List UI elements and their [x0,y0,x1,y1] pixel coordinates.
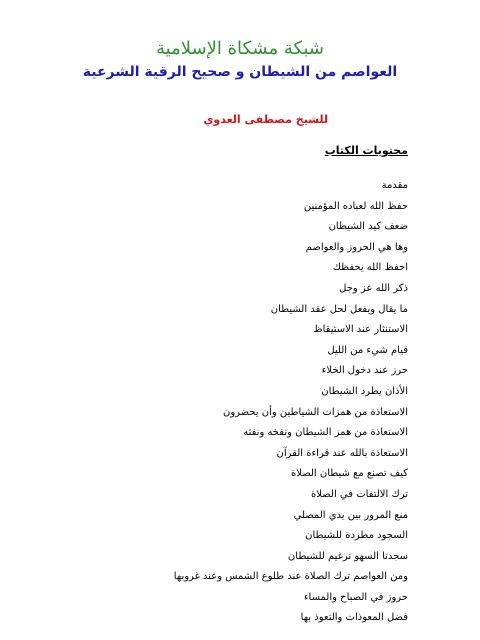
toc-item[interactable]: حرز عند دخول الخلاء [321,365,408,377]
toc-item[interactable]: ذكر الله عز وجل [339,282,408,294]
toc-item[interactable]: منع المرور بين يدي المصلي [293,509,408,521]
site-title: شبكة مشكاة الإسلامية [156,38,324,59]
toc-item[interactable]: الاستنثار عند الاستيقاظ [313,324,408,336]
toc-list [68,179,408,632]
toc-item[interactable]: الاستعاذة من همزات الشياطين وأن يحضرون [222,406,408,418]
toc-item[interactable]: فضل المعوذات والتعوذ بها [300,612,408,624]
toc-item[interactable]: حفظ الله لعباده المؤمنين [303,200,408,212]
toc-item[interactable]: سجدتا السهو ترغيم للشيطان [287,550,408,562]
toc-item[interactable]: مقدمة [381,180,408,191]
toc-item[interactable]: السجود مطردة للشيطان [305,530,408,542]
toc-item[interactable]: كيف تصنع مع شيطان الصلاة [290,468,408,480]
toc-heading: محتويات الكتاب [324,144,408,157]
toc-item[interactable]: ضعف كيد الشيطان [328,221,408,233]
toc-item[interactable]: ما يقال ويفعل لحل عقد الشيطان [270,303,408,315]
toc-item[interactable]: احفظ الله يحفظك [332,262,408,274]
toc-item[interactable]: قيام شيء من الليل [327,344,408,356]
toc-item[interactable]: الأذان يطرد الشيطان [321,385,408,397]
author-name: للشيخ مصطفى العدوي [203,113,328,126]
book-title: العواصم من الشيطان و صحيح الرقية الشرعية [82,64,398,80]
toc-item[interactable]: ترك الالتفات في الصلاة [311,488,408,500]
toc-item[interactable]: ومن العواصم ترك الصلاة عند طلوع الشمس وعند غروبها [173,571,408,583]
toc-item[interactable]: الاستعاذة بالله عند قراءة القرآن [276,447,408,459]
toc-item[interactable]: حروز في الصباح والمساء [303,591,408,603]
toc-item[interactable]: الاستعاذة من همز الشيطان ونفخه ونفثه [243,427,408,439]
toc-item[interactable]: وها هي الحروز والعواصم [305,241,408,253]
